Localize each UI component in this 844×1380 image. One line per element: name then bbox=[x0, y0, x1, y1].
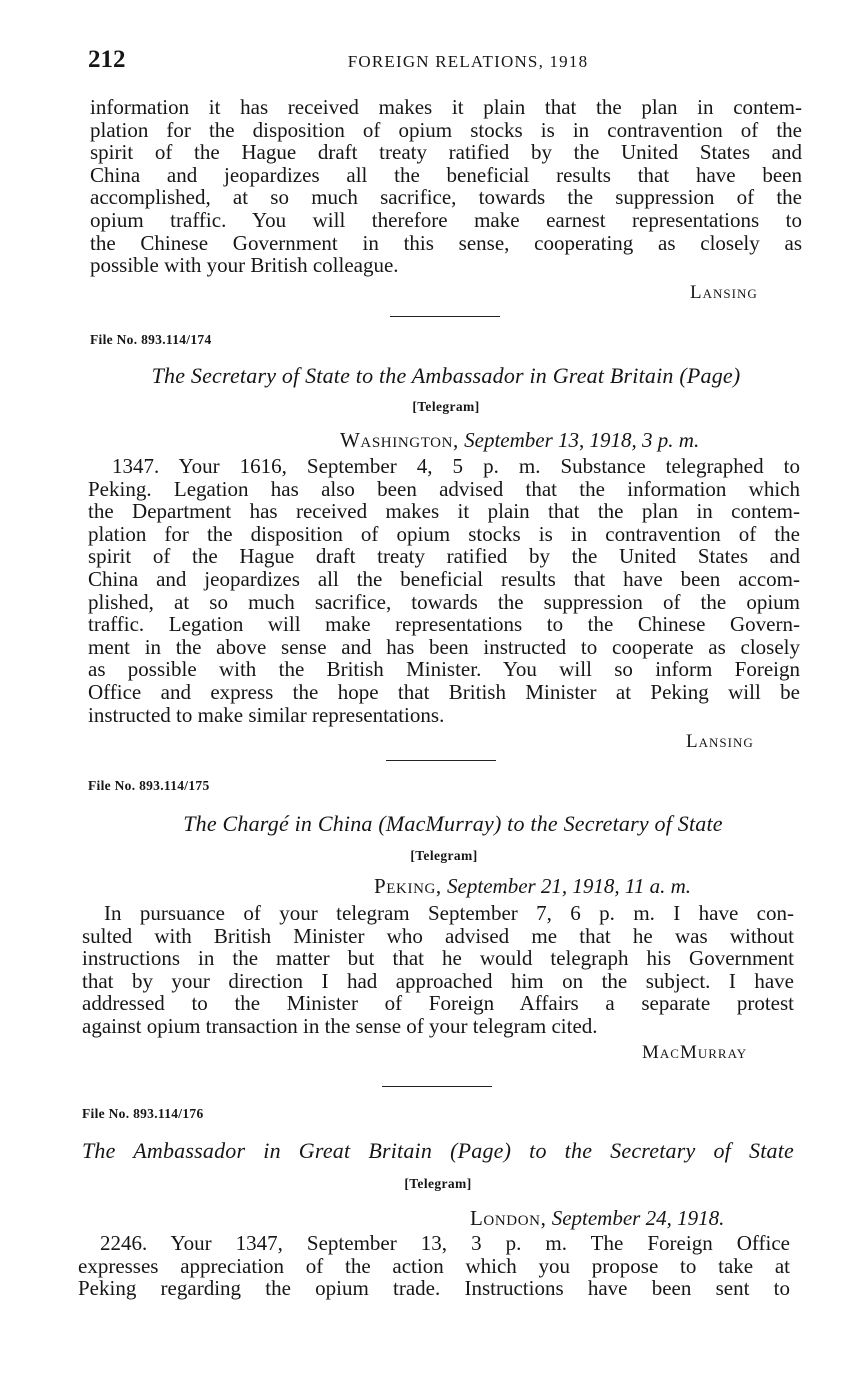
text-line: plation for the disposition of opium stocks is in contravention of the bbox=[88, 521, 800, 546]
telegram-label: [Telegram] bbox=[410, 848, 478, 863]
file-number: File No. 893.114/175 bbox=[88, 778, 210, 793]
text-line: traffic. Legation will make representations to the Chinese Govern- bbox=[88, 612, 800, 637]
dateline bbox=[374, 874, 691, 899]
document-body bbox=[78, 1232, 790, 1300]
dateline-date: September 24, 1918. bbox=[551, 1206, 725, 1230]
text-line: 1347. Your 1616, September 4, 5 p. m. Substance telegraphed to bbox=[112, 454, 800, 478]
text-line: that by your direction I had approached him on the subject. I have bbox=[82, 968, 794, 993]
text-line: expresses appreciation of the action which you propose to take at bbox=[78, 1253, 790, 1278]
telegram-label: [Telegram] bbox=[404, 1176, 472, 1191]
text-line: ment in the above sense and has been instructed to cooperate as closely bbox=[88, 634, 800, 659]
text-line: sulted with British Minister who advised me that he was without bbox=[82, 923, 794, 948]
text-line: spirit of the Hague draft treaty ratified by the United States and bbox=[88, 544, 800, 569]
text-line: Office and express the hope that British Minister at Peking will be bbox=[88, 679, 800, 704]
text-line: as possible with the British Minister. You will so inform Foreign bbox=[88, 657, 800, 682]
intro-paragraph bbox=[90, 96, 802, 277]
section-divider bbox=[386, 760, 496, 761]
signature: Lansing bbox=[686, 731, 754, 752]
text-line: instructions in the matter but that he would telegraph his Government bbox=[82, 946, 794, 971]
document-title: The Secretary of State to the Ambassador in Great Britain (Page) bbox=[151, 363, 741, 388]
document-body bbox=[82, 902, 794, 1038]
dateline-date: September 13, 1918, 3 p. m. bbox=[464, 428, 700, 452]
document-body bbox=[88, 455, 800, 726]
text-line: the Chinese Government in this sense, cooperating as closely as bbox=[90, 230, 802, 255]
signature: Lansing bbox=[690, 282, 758, 303]
page-header bbox=[88, 46, 808, 78]
dateline-date: September 21, 1918, 11 a. m. bbox=[447, 874, 692, 898]
section-divider bbox=[382, 1086, 492, 1087]
text-line: addressed to the Minister of Foreign Affairs a separate protest bbox=[82, 991, 794, 1016]
text-line: against opium transaction in the sense of your telegram cited. bbox=[82, 1013, 598, 1038]
dateline bbox=[340, 428, 699, 453]
text-line: accomplished, at so much sacrifice, towards the suppression of the bbox=[90, 185, 802, 210]
text-line: plished, at so much sacrifice, towards the suppression of the opium bbox=[88, 589, 800, 614]
text-line: Peking. Legation has also been advised that the information which bbox=[88, 476, 800, 501]
text-line: 2246. Your 1347, September 13, 3 p. m. The Foreign Office bbox=[100, 1231, 790, 1255]
document-title: The Chargé in China (MacMurray) to the Secretary of State bbox=[183, 811, 723, 836]
page-number: 212 bbox=[88, 46, 126, 73]
text-line: In pursuance of your telegram September 7, 6 p. m. I have con- bbox=[104, 901, 794, 925]
dateline bbox=[470, 1206, 724, 1231]
text-line: opium traffic. You will therefore make earnest representations to bbox=[90, 207, 802, 232]
telegram-label: [Telegram] bbox=[412, 399, 480, 414]
document-title: The Ambassador in Great Britain (Page) to the Secretary of State bbox=[82, 1138, 794, 1163]
text-line: Peking regarding the opium trade. Instructions have been sent to bbox=[78, 1276, 790, 1301]
file-number: File No. 893.114/176 bbox=[82, 1106, 204, 1121]
text-line: possible with your British colleague. bbox=[90, 253, 399, 278]
text-line: spirit of the Hague draft treaty ratified by the United States and bbox=[90, 140, 802, 165]
section-divider bbox=[390, 316, 500, 317]
file-number: File No. 893.114/174 bbox=[90, 332, 212, 347]
running-head: FOREIGN RELATIONS, 1918 bbox=[347, 52, 589, 71]
text-line: plation for the disposition of opium stocks is in contravention of the bbox=[90, 117, 802, 142]
text-line: the Department has received makes it plain that the plan in contem- bbox=[88, 499, 800, 524]
dateline-place: London, bbox=[470, 1206, 547, 1230]
text-line: China and jeopardizes all the beneficial results that have been bbox=[90, 162, 802, 187]
signature: MacMurray bbox=[642, 1042, 748, 1063]
text-line: China and jeopardizes all the beneficial results that have been accom- bbox=[88, 566, 800, 591]
text-line: information it has received makes it plain that the plan in contem- bbox=[90, 95, 802, 119]
text-line: instructed to make similar representations. bbox=[88, 702, 445, 727]
dateline-place: Peking, bbox=[374, 874, 442, 898]
dateline-place: Washington, bbox=[340, 428, 459, 452]
